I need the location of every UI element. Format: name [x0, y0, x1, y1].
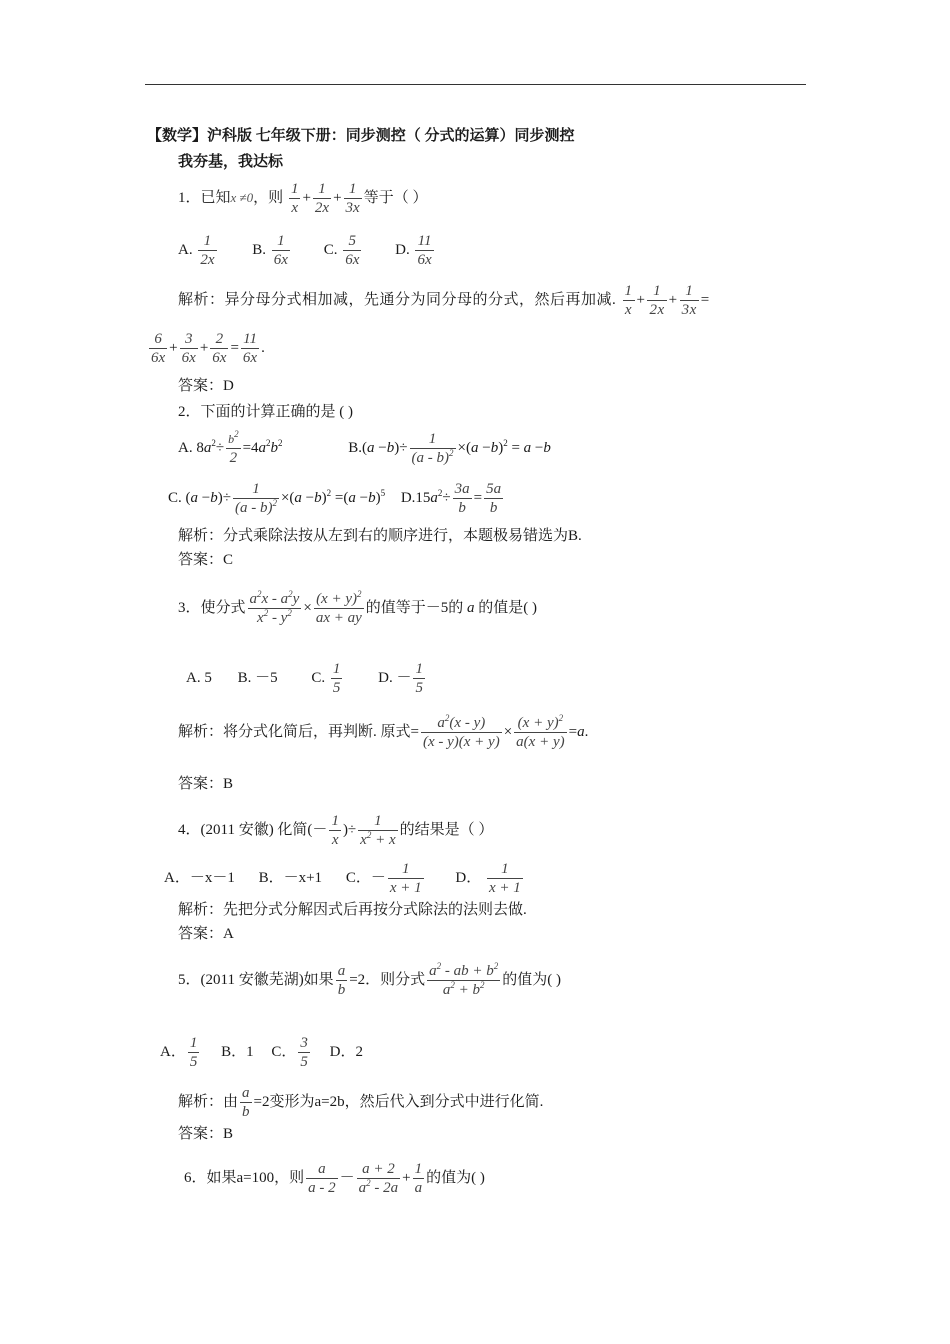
option-c: C. [311, 669, 326, 686]
q1-analysis: 解析：异分母分式相加减，先通分为同分母的分式，然后再加减. $\frac{1}{x}$ + $\frac{1}{2x}$ + $\frac{1}{3x}$ = [178, 283, 710, 318]
q3-options: A. 5 B. －5 C. $\frac{1}{5}$ D. － $\frac{1}{5}$ [186, 661, 423, 696]
q5-analysis: 解析：由 $\frac{a}{b}$ =2变形为a=2b，然后代入到分式中进行化简. [178, 1085, 544, 1120]
q1-condition: x ≠0 [230, 189, 254, 205]
question-6: 6．如果a=100，则 $\frac{a}{a - 2}$ － $\frac{a + 2}{a^2 - 2a}$ + $\frac{1}{a}$ 的值为( ) [184, 1161, 485, 1196]
q1-analysis-cont: $\frac{6}{6x}$ + $\frac{3}{6x}$ + $\frac{2}{6x}$ = $\frac{11}{6x}$ . [151, 331, 265, 366]
option-b: B. [252, 241, 267, 258]
option-c: C． [271, 1043, 297, 1060]
question-4: 4．(2011 安徽) 化简(－ $\frac{1}{x}$ )÷ $\frac{1}{x^2 + x}$ 的结果是（ ） [178, 813, 494, 848]
fraction: $\frac{1}{3x}$ [345, 181, 360, 216]
option-b: B. －5 [237, 669, 278, 686]
q5-answer: 答案：B [178, 1126, 234, 1142]
header-rule [145, 84, 806, 85]
option-b: B．1 [221, 1043, 254, 1060]
option-a: A． [160, 1043, 186, 1060]
fraction: $\frac{1}{x}$ [290, 181, 299, 216]
question-1: 1．已知x ≠0，则 $\frac{1}{x}$ + $\frac{1}{2x}$ + $\frac{1}{3x}$ 等于（ ） [178, 181, 428, 216]
q2-options-cd: C. (a −b)÷ $\frac{1}{(a - b)^2}$ $\times(a -b)^2 =(a -b)^5$ $D.15a^2\div$ $\frac{3a}{b}$ = $\frac{5a}{b}$ [168, 481, 502, 516]
option-c: C．－ [345, 869, 386, 886]
option-d: D．2 [329, 1043, 363, 1060]
option-b: B．－x+1 [258, 869, 323, 886]
section-heading: 我夯基，我达标 [178, 154, 284, 170]
q2-analysis: 解析：分式乘除法按从左到右的顺序进行，本题极易错选为B. [178, 528, 582, 544]
q1-stem: 1．已知 [178, 189, 231, 206]
page-title: 【数学】沪科版 七年级下册：同步测控（ 分式的运算）同步测控 [147, 128, 575, 144]
q5-options: A． $\frac{1}{5}$ B．1 C． $\frac{3}{5}$ D．2 [160, 1035, 363, 1070]
question-5: 5．(2011 安徽芜湖)如果 $\frac{a}{b}$ =2．则分式 $\frac{a^2 - ab + b^2}{a^2 + b^2}$ 的值为( ) [178, 961, 562, 998]
option-d: D. [395, 241, 410, 258]
q1-answer: 答案：D [178, 378, 234, 394]
question-3: 3．使分式 $\frac{a^2x - a^2y}{x^2 - y^2}$ × $\frac{(x + y)^2}{ax + ay}$ 的值等于－5的 a 的值是( ) [178, 589, 538, 626]
q2-answer: 答案：C [178, 552, 234, 568]
option-d: D. － [378, 669, 412, 686]
q4-answer: 答案：A [178, 926, 234, 942]
fraction: $\frac{1}{2x}$ [314, 181, 330, 216]
q3-analysis: 解析：将分式化简后，再判断. 原式= $\frac{a^2(x - y)}{(x - y)(x + y)}$ × $\frac{(x + y)^2}{a(x + y)}$ =a. [178, 713, 589, 750]
q2-options-ab: A. $8a^2\div$ $\frac{b^2}{2}$ $=4a^2b^2$ B.(a −b)÷ $\frac{1}{(a - b)^2}$ $\times(a -b)^2 = a -b$ [178, 429, 551, 466]
option-c: C. [323, 241, 338, 258]
question-2: 2．下面的计算正确的是 ( ) [178, 404, 353, 420]
option-a: A．－x－1 [164, 869, 235, 886]
option-a: A. 5 [186, 669, 212, 686]
q3-answer: 答案：B [178, 776, 234, 792]
q1-options: A. $\frac{1}{2x}$ B. $\frac{1}{6x}$ C. $\frac{5}{6x}$ D. $\frac{11}{6x}$ [178, 233, 432, 268]
q4-analysis: 解析：先把分式分解因式后再按分式除法的法则去做. [178, 902, 527, 918]
option-d: D． [455, 869, 482, 886]
option-a: A. [178, 241, 193, 258]
q4-options: A．－x－1 B．－x+1 C．－ $\frac{1}{x + 1}$ D． $\frac{1}{x + 1}$ [164, 861, 521, 896]
